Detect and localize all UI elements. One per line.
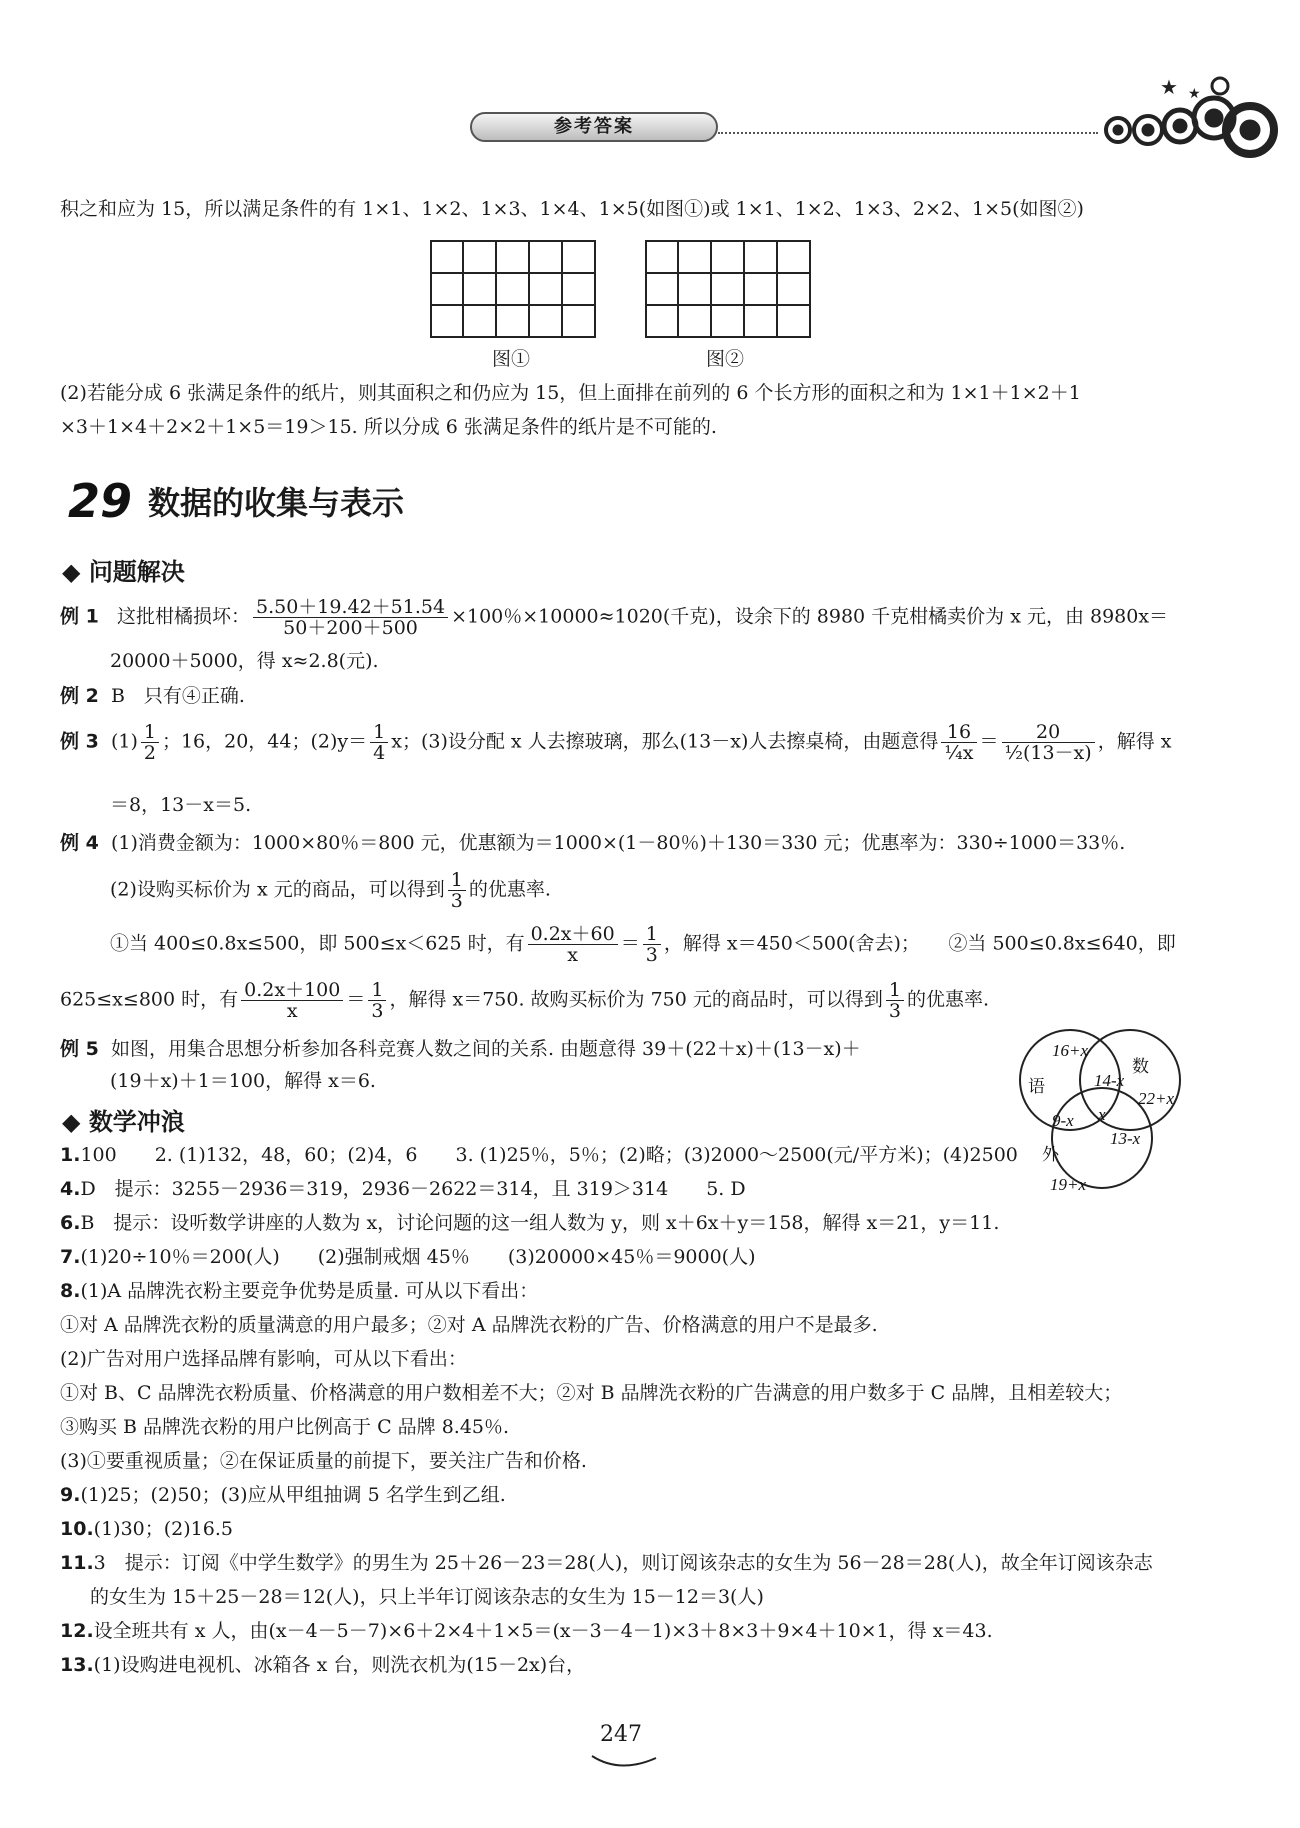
question-8-line: ①对 A 品牌洗衣粉的质量满意的用户最多；②对 A 品牌洗衣粉的广告、价格满意的用户不是最多. — [60, 1314, 878, 1336]
page-number: 247 — [600, 1722, 642, 1747]
figure-1-grid — [430, 240, 596, 338]
question-8-line: ③购买 B 品牌洗衣粉的用户比例高于 C 品牌 8.45％. — [60, 1416, 510, 1438]
question-8-line: (2)广告对用户选择品牌有影响，可从以下看出： — [60, 1348, 467, 1370]
figure-1-caption: 图① — [492, 348, 531, 370]
example-4-part2: (2)设购买标价为 x 元的商品，可以得到 $\frac{1}{3}$ 的优惠率. — [110, 869, 551, 912]
example-2: 例 2 B 只有④正确. — [60, 685, 245, 707]
example-1: 例 1 这批柑橘损坏： $\frac{5.50+19.42+51.54}{50+200+500}$ ×100％×10000≈1020(千克)，设余下的 8980 千克柑橘卖价为 x 元，由 8980x＝ — [60, 596, 1169, 639]
question-12: 12.设全班共有 x 人，由(x－4－5－7)×6＋2×4＋1×5＝(x－3－4－1)×3＋8×3＋9×4＋10×1，得 x＝43. — [60, 1620, 993, 1642]
question-8: 8.(1)A 品牌洗衣粉主要竞争优势是质量. 可从以下看出： — [60, 1280, 539, 1302]
venn-label: 13-x — [1110, 1129, 1141, 1148]
header-circles-decoration — [1090, 72, 1280, 172]
section-number: 29 — [68, 474, 133, 528]
example-5-cont: (19＋x)＋1＝100，解得 x＝6. — [110, 1070, 376, 1092]
heading-math-wave: ◆ 数学冲浪 — [62, 1108, 185, 1136]
figure-2-caption: 图② — [706, 348, 745, 370]
question-13: 13.(1)设购进电视机、冰箱各 x 台，则洗衣机为(15－2x)台， — [60, 1654, 586, 1676]
page-number-swash — [590, 1752, 660, 1772]
part2-line: ×3＋1×4＋2×2＋1×5＝19＞15. 所以分成 6 张满足条件的纸片是不可能的. — [60, 416, 717, 438]
star-icon: ★ — [1188, 86, 1201, 102]
question-9: 9.(1)25；(2)50；(3)应从甲组抽调 5 名学生到乙组. — [60, 1484, 506, 1506]
question-1-3: 1.100 2. (1)132，48，60；(2)4，6 3. (1)25％，5％；(2)略；(3)2000～2500(元/平方米)；(4)2500 — [60, 1144, 1018, 1166]
header-pill — [470, 112, 718, 142]
star-icon: ★ — [1160, 75, 1178, 99]
question-10: 10.(1)30；(2)16.5 — [60, 1518, 233, 1540]
diamond-icon: ◆ — [62, 558, 89, 586]
venn-label: 22+x — [1138, 1089, 1175, 1108]
question-11-cont: 的女生为 15＋25－28＝12(人)，只上半年订阅该杂志的女生为 15－12＝3(人) — [90, 1586, 764, 1608]
header-title: 参考答案 — [554, 116, 634, 137]
example-4-case2: 625≤x≤800 时，有 $\frac{0.2x+100}{x}$ ＝ $\frac{1}{3}$ ，解得 x＝750. 故购买标价为 750 元的商品时，可以得到 $\frac{1}{3}$ 的优惠率. — [60, 979, 990, 1022]
venn-label: x — [1098, 1105, 1106, 1124]
section-title: 数据的收集与表示 — [148, 484, 405, 522]
venn-label: 16+x — [1052, 1041, 1089, 1060]
venn-label: 数 — [1132, 1057, 1149, 1076]
venn-label: 14-x — [1094, 1071, 1125, 1090]
example-5: 例 5 如图，用集合思想分析参加各科竞赛人数之间的关系. 由题意得 39＋(22＋x)＋(13－x)＋ — [60, 1038, 861, 1060]
question-11: 11.3 提示：订阅《中学生数学》的男生为 25＋26－23＝28(人)，则订阅该杂志的女生为 56－28＝28(人)，故全年订阅该杂志 — [60, 1552, 1153, 1574]
part2-line: (2)若能分成 6 张满足条件的纸片，则其面积之和仍应为 15，但上面排在前列的 6 个长方形的面积之和为 1×1＋1×2＋1 — [60, 382, 1081, 404]
venn-label: 外 — [1042, 1145, 1059, 1164]
fraction: $\frac{5.50+19.42+51.54}{50+200+500}$ — [253, 597, 448, 638]
question-8-line: (3)①要重视质量；②在保证质量的前提下，要关注广告和价格. — [60, 1450, 587, 1472]
question-7: 7.(1)20÷10％＝200(人) (2)强制戒烟 45％ (3)20000×45％＝9000(人) — [60, 1246, 756, 1268]
header-dotted-rule — [718, 132, 1098, 134]
example-4-case1: ①当 400≤0.8x≤500，即 500≤x＜625 时，有 $\frac{0.2x+60}{x}$ ＝ $\frac{1}{3}$ ，解得 x＝450＜500(舍去)； ②当 500≤0.8x≤640，即 — [110, 923, 1176, 966]
venn-label: 9-x — [1052, 1111, 1074, 1130]
example-4: 例 4 (1)消费金额为：1000×80％＝800 元，优惠额为＝1000×(1－80％)＋130＝330 元；优惠率为：330÷1000＝33％. — [60, 832, 1126, 854]
example-1-cont: 20000＋5000，得 x≈2.8(元). — [110, 650, 379, 672]
venn-label: 19+x — [1050, 1175, 1087, 1194]
question-4-5: 4.D 提示：3255－2936＝319，2936－2622＝314，且 319＞314 5. D — [60, 1178, 746, 1200]
continuation-line: 积之和应为 15，所以满足条件的有 1×1、1×2、1×3、1×4、1×5(如图①)或 1×1、1×2、1×3、2×2、1×5(如图②) — [60, 198, 1084, 220]
question-8-line: ①对 B、C 品牌洗衣粉质量、价格满意的用户数相差不大；②对 B 品牌洗衣粉的广告满意的用户数多于 C 品牌，且相差较大； — [60, 1382, 1123, 1404]
venn-label: 语 — [1028, 1077, 1045, 1096]
venn-diagram — [1010, 1020, 1200, 1210]
figure-2-grid — [645, 240, 811, 338]
diamond-icon: ◆ — [62, 1108, 89, 1136]
example-3: 例 3 (1) $\frac{1}{2}$ ；16，20，44；(2)y＝ $\frac{1}{4}$ x；(3)设分配 x 人去擦玻璃，那么(13－x)人去擦桌椅，由题意得 $\frac{16}{\text{¼x}}$ ＝ $\frac{20}{\text{½(13－x)}}$ ，解得 x — [60, 721, 1172, 764]
question-6: 6.B 提示：设听数学讲座的人数为 x，讨论问题的这一组人数为 y，则 x＋6x＋y＝158，解得 x＝21，y＝11. — [60, 1212, 1000, 1234]
example-3-cont: ＝8，13－x＝5. — [110, 794, 252, 816]
heading-problem-solving: ◆ 问题解决 — [62, 558, 185, 586]
